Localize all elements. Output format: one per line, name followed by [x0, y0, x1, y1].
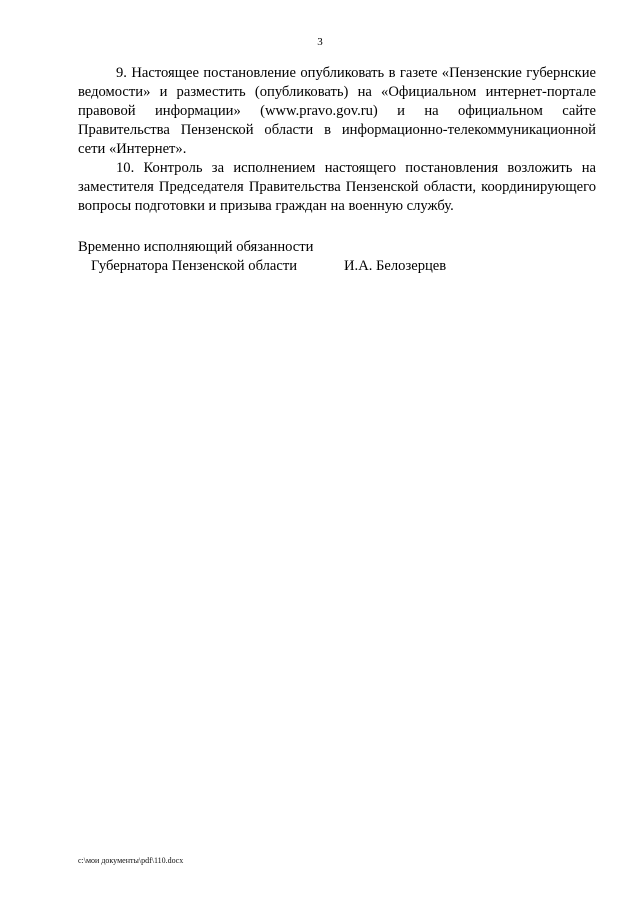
signature-title-line: Временно исполняющий обязанности — [78, 239, 314, 255]
signature-position-row — [78, 257, 596, 276]
signature-position: Губернатора Пензенской области — [91, 258, 298, 274]
file-path-footer: c:\мои документы\pdf\110.docx — [78, 856, 184, 865]
signatory-name: И.А. Белозерцев — [344, 258, 447, 274]
paragraph-9: 9. Настоящее постановление опубликовать в газете «Пензенские губернские ведомости» и разместить (опубликовать) на «Официальном интернет-портале правовой информации» (www.pravo.gov.ru) и на официальном сайте Правительства Пензенской области в информационно-телекоммуникационной сети «Интернет». — [78, 65, 596, 157]
paragraph-10: 10. Контроль за исполнением настоящего постановления возложить на заместителя Председателя Правительства Пензенской области, координирующего вопросы подготовки и призыва граждан на военную службу. — [78, 160, 596, 214]
page-number: 3 — [317, 36, 323, 48]
document-body — [78, 64, 596, 216]
signature-block — [78, 238, 596, 276]
